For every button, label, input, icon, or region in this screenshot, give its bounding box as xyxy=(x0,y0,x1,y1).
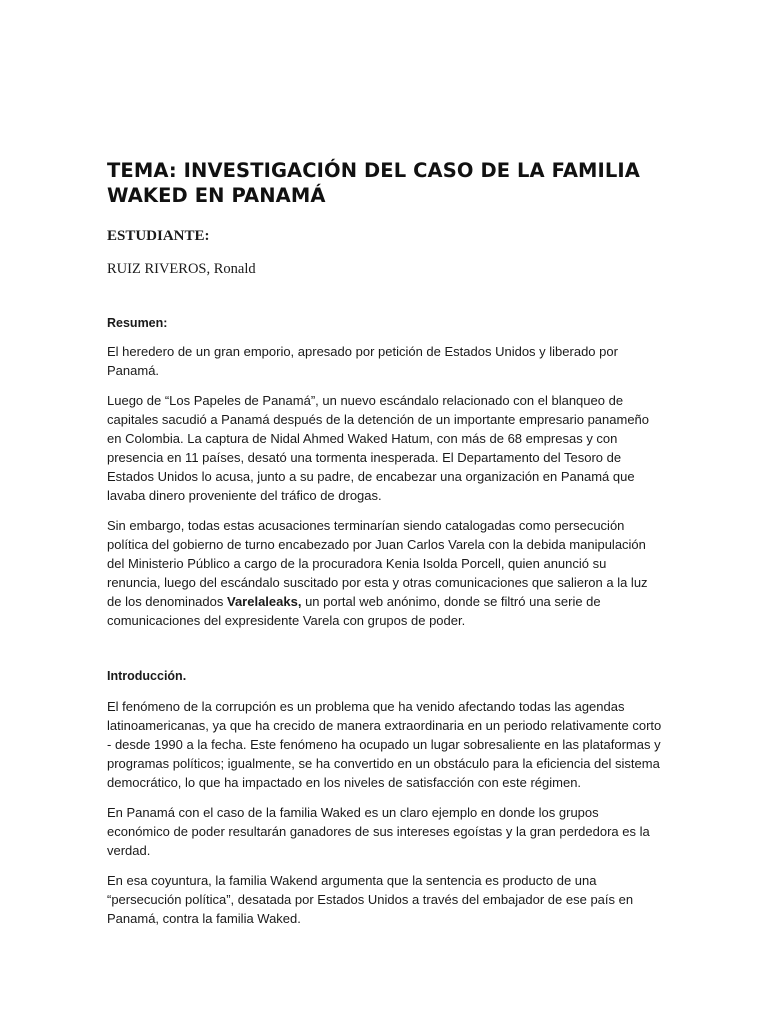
resumen-paragraph-3 xyxy=(107,516,663,630)
document-title: TEMA: INVESTIGACIÓN DEL CASO DE LA FAMILIA WAKED EN PANAMÁ xyxy=(107,159,640,207)
resumen-paragraph-1: El heredero de un gran emporio, apresado por petición de Estados Unidos y liberado por Panamá. xyxy=(107,344,618,378)
introduccion-paragraph-2: En Panamá con el caso de la familia Waked es un claro ejemplo en donde los grupos económico de poder resultarán ganadores de sus intereses egoístas y la gran perdedora es la verdad. xyxy=(107,805,650,858)
resumen-paragraph-2: Luego de “Los Papeles de Panamá”, un nuevo escándalo relacionado con el blanqueo de capitales sacudió a Panamá después de la detención de un importante empresario panameño en Colombia. La captura de Nidal Ahmed Waked Hatum, con más de 68 empresas y con presencia en 11 países, desató una tormenta inesperada. El Departamento del Tesoro de Estados Unidos lo acusa, junto a su padre, de encabezar una organización en Panamá que lavaba dinero proveniente del tráfico de drogas. xyxy=(107,393,650,503)
introduccion-paragraph-3: En esa coyuntura, la familia Wakend argumenta que la sentencia es producto de una “persecución política”, desatada por Estados Unidos a través del embajador de ese país en Panamá, contra la familia Waked. xyxy=(107,873,634,926)
introduccion-heading: Introducción. xyxy=(107,669,187,683)
document-page xyxy=(107,158,663,928)
student-label: ESTUDIANTE: xyxy=(107,228,210,244)
resumen-paragraph-3-text-b: un portal web anónimo, donde se filtró una serie de comunicaciones del expresidente Varela con grupos de poder. xyxy=(107,594,601,628)
resumen-heading: Resumen: xyxy=(107,316,168,330)
varelaleaks-term: Varelaleaks, xyxy=(226,594,302,609)
resumen-paragraph-3-text-a: Sin embargo, todas estas acusaciones terminarían siendo catalogadas como persecución política del gobierno de turno encabezado por Juan Carlos Varela con la debida manipulación del Ministerio Público a cargo de la procuradora Kenia Isolda Porcell, quien anunció su renuncia, luego del escándalo suscitado por esta y otras comunicaciones que salieron a la luz de los denominados xyxy=(107,518,648,609)
introduccion-paragraph-1: El fenómeno de la corrupción es un problema que ha venido afectando todas las agendas latinoamericanas, ya que ha crecido de manera extraordinaria en un periodo relativamente corto - desde 1990 a la fecha. Este fenómeno ha ocupado un lugar sobresaliente en las plataformas y programas políticos; igualmente, se ha convertido en un obstáculo para la eficiencia del sistema democrático, lo que ha impactado en los niveles de satisfacción con este régimen. xyxy=(107,699,662,790)
student-name: RUIZ RIVEROS, Ronald xyxy=(107,261,256,277)
